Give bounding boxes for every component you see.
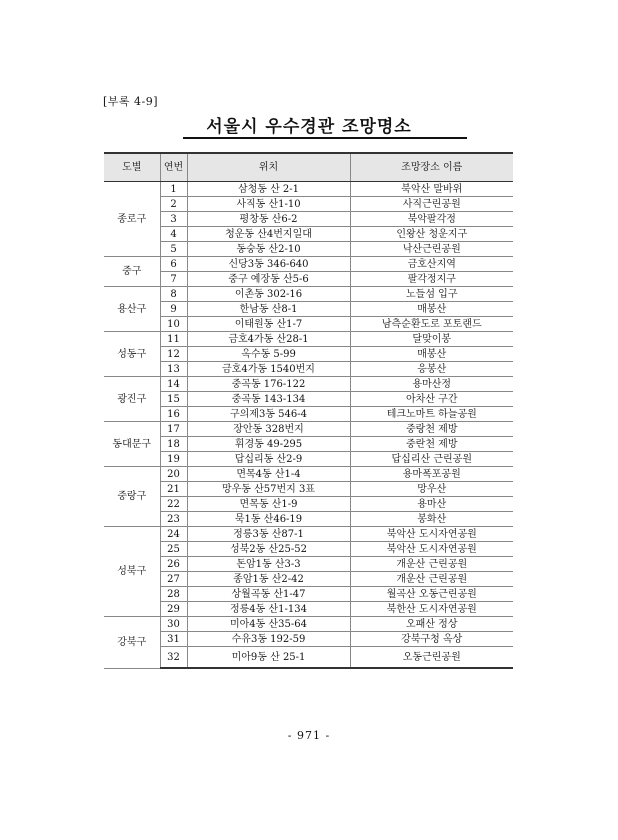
location-cell: 상월곡동 산1-47 — [187, 587, 350, 602]
number-cell: 21 — [160, 482, 187, 497]
district-cell: 중구 — [104, 257, 160, 287]
table-row — [104, 287, 513, 302]
number-cell: 20 — [160, 467, 187, 482]
number-cell: 18 — [160, 437, 187, 452]
location-cell: 휘경동 49-295 — [187, 437, 350, 452]
location-cell: 답십리동 산2-9 — [187, 452, 350, 467]
number-cell: 26 — [160, 557, 187, 572]
header-place-name: 조망장소 이름 — [350, 153, 513, 182]
table-header-row — [104, 153, 513, 182]
table-row — [104, 422, 513, 437]
table-row — [104, 527, 513, 542]
location-cell: 정릉3동 산87-1 — [187, 527, 350, 542]
place-cell: 봉화산 — [350, 512, 513, 527]
page-number: - 971 - — [287, 729, 331, 742]
table-row — [104, 542, 513, 557]
place-cell: 낙산근린공원 — [350, 242, 513, 257]
district-cell: 광진구 — [104, 377, 160, 422]
district-cell: 중랑구 — [104, 467, 160, 527]
number-cell: 22 — [160, 497, 187, 512]
place-cell: 북악팔각정 — [350, 212, 513, 227]
number-cell: 31 — [160, 632, 187, 647]
place-cell: 중란천 제방 — [350, 437, 513, 452]
table-row — [104, 497, 513, 512]
table-row — [104, 587, 513, 602]
table-body — [104, 182, 513, 669]
location-cell: 중구 예장동 산5-6 — [187, 272, 350, 287]
table-row — [104, 242, 513, 257]
number-cell: 6 — [160, 257, 187, 272]
table-row — [104, 557, 513, 572]
place-cell: 테크노마트 하늘공원 — [350, 407, 513, 422]
place-cell: 매봉산 — [350, 302, 513, 317]
location-cell: 성북2동 산25-52 — [187, 542, 350, 557]
place-cell: 개운산 근린공원 — [350, 572, 513, 587]
location-cell: 망우동 산57번지 3표 — [187, 482, 350, 497]
number-cell: 16 — [160, 407, 187, 422]
place-cell: 강북구청 옥상 — [350, 632, 513, 647]
table-row — [104, 452, 513, 467]
number-cell: 17 — [160, 422, 187, 437]
place-cell: 오패산 정상 — [350, 617, 513, 632]
place-cell: 달맞이봉 — [350, 332, 513, 347]
table-row — [104, 407, 513, 422]
location-cell: 종암1동 산2-42 — [187, 572, 350, 587]
table-row — [104, 392, 513, 407]
table-row — [104, 197, 513, 212]
place-cell: 아차산 구간 — [350, 392, 513, 407]
number-cell: 15 — [160, 392, 187, 407]
number-cell: 28 — [160, 587, 187, 602]
location-cell: 평창동 산6-2 — [187, 212, 350, 227]
district-cell: 성북구 — [104, 527, 160, 617]
number-cell: 10 — [160, 317, 187, 332]
location-cell: 동숭동 산2-10 — [187, 242, 350, 257]
number-cell: 3 — [160, 212, 187, 227]
location-cell: 금호4가동 산28-1 — [187, 332, 350, 347]
number-cell: 32 — [160, 647, 187, 669]
location-cell: 금호4가동 1540번지 — [187, 362, 350, 377]
location-cell: 면목동 산1-9 — [187, 497, 350, 512]
title-underline — [183, 137, 467, 139]
place-cell: 매봉산 — [350, 347, 513, 362]
place-cell: 중랑천 제방 — [350, 422, 513, 437]
table-row — [104, 257, 513, 272]
location-cell: 미아9동 산 25-1 — [187, 647, 350, 669]
location-cell: 장안동 328번지 — [187, 422, 350, 437]
location-cell: 청운동 산4번지일대 — [187, 227, 350, 242]
table-row — [104, 272, 513, 287]
location-cell: 정릉4동 산1-134 — [187, 602, 350, 617]
number-cell: 9 — [160, 302, 187, 317]
header-district: 도별 — [104, 153, 160, 182]
district-cell: 동대문구 — [104, 422, 160, 467]
header-number: 연번 — [160, 153, 187, 182]
place-cell: 용마산정 — [350, 377, 513, 392]
table-row — [104, 317, 513, 332]
location-cell: 이촌동 302-16 — [187, 287, 350, 302]
number-cell: 23 — [160, 512, 187, 527]
number-cell: 4 — [160, 227, 187, 242]
number-cell: 24 — [160, 527, 187, 542]
place-cell: 답십리산 근린공원 — [350, 452, 513, 467]
table-row — [104, 467, 513, 482]
location-cell: 면목4동 산1-4 — [187, 467, 350, 482]
table-row — [104, 362, 513, 377]
table-row — [104, 347, 513, 362]
location-cell: 신당3동 346-640 — [187, 257, 350, 272]
header-location: 위치 — [187, 153, 350, 182]
place-cell: 북악산 도시자연공원 — [350, 527, 513, 542]
number-cell: 7 — [160, 272, 187, 287]
table-row — [104, 512, 513, 527]
table-row — [104, 332, 513, 347]
appendix-label: [부록 4-9] — [103, 95, 159, 108]
table-row — [104, 302, 513, 317]
place-cell: 용마산 — [350, 497, 513, 512]
place-cell: 월곡산 오동근린공원 — [350, 587, 513, 602]
place-cell: 북한산 도시자연공원 — [350, 602, 513, 617]
place-cell: 북악산 도시자연공원 — [350, 542, 513, 557]
place-cell: 노들섬 입구 — [350, 287, 513, 302]
district-cell: 용산구 — [104, 287, 160, 332]
location-cell: 삼청동 산 2-1 — [187, 182, 350, 197]
district-cell: 종로구 — [104, 182, 160, 257]
place-cell: 망우산 — [350, 482, 513, 497]
number-cell: 14 — [160, 377, 187, 392]
location-cell: 사직동 산1-10 — [187, 197, 350, 212]
place-cell: 오동근린공원 — [350, 647, 513, 669]
table-row — [104, 632, 513, 647]
table-row — [104, 482, 513, 497]
table-row — [104, 437, 513, 452]
place-cell: 북악산 말바위 — [350, 182, 513, 197]
location-cell: 한남동 산8-1 — [187, 302, 350, 317]
place-cell: 금호산지역 — [350, 257, 513, 272]
table-row — [104, 182, 513, 197]
location-cell: 옥수동 5-99 — [187, 347, 350, 362]
number-cell: 11 — [160, 332, 187, 347]
number-cell: 2 — [160, 197, 187, 212]
place-cell: 개운산 근린공원 — [350, 557, 513, 572]
number-cell: 29 — [160, 602, 187, 617]
place-cell: 사직근린공원 — [350, 197, 513, 212]
number-cell: 5 — [160, 242, 187, 257]
table-row — [104, 617, 513, 632]
place-cell: 용마폭포공원 — [350, 467, 513, 482]
district-cell: 강북구 — [104, 617, 160, 669]
location-cell: 수유3동 192-59 — [187, 632, 350, 647]
location-cell: 묵1동 산46-19 — [187, 512, 350, 527]
table-row — [104, 227, 513, 242]
number-cell: 13 — [160, 362, 187, 377]
district-cell: 성동구 — [104, 332, 160, 377]
location-cell: 중곡동 176-122 — [187, 377, 350, 392]
location-cell: 구의제3동 546-4 — [187, 407, 350, 422]
number-cell: 1 — [160, 182, 187, 197]
table-row — [104, 572, 513, 587]
place-cell: 인왕산 청운지구 — [350, 227, 513, 242]
number-cell: 8 — [160, 287, 187, 302]
number-cell: 27 — [160, 572, 187, 587]
table-row — [104, 377, 513, 392]
place-cell: 응봉산 — [350, 362, 513, 377]
number-cell: 19 — [160, 452, 187, 467]
table-row — [104, 212, 513, 227]
location-cell: 미아4동 산35-64 — [187, 617, 350, 632]
number-cell: 30 — [160, 617, 187, 632]
page-title: 서울시 우수경관 조망명소 — [206, 117, 412, 137]
location-cell: 돈암1동 산3-3 — [187, 557, 350, 572]
number-cell: 12 — [160, 347, 187, 362]
viewpoints-table — [104, 152, 513, 669]
number-cell: 25 — [160, 542, 187, 557]
place-cell: 남측순환도로 포토랜드 — [350, 317, 513, 332]
place-cell: 팔각정지구 — [350, 272, 513, 287]
table-row — [104, 602, 513, 617]
table-row — [104, 647, 513, 669]
location-cell: 이태원동 산1-7 — [187, 317, 350, 332]
location-cell: 중곡동 143-134 — [187, 392, 350, 407]
